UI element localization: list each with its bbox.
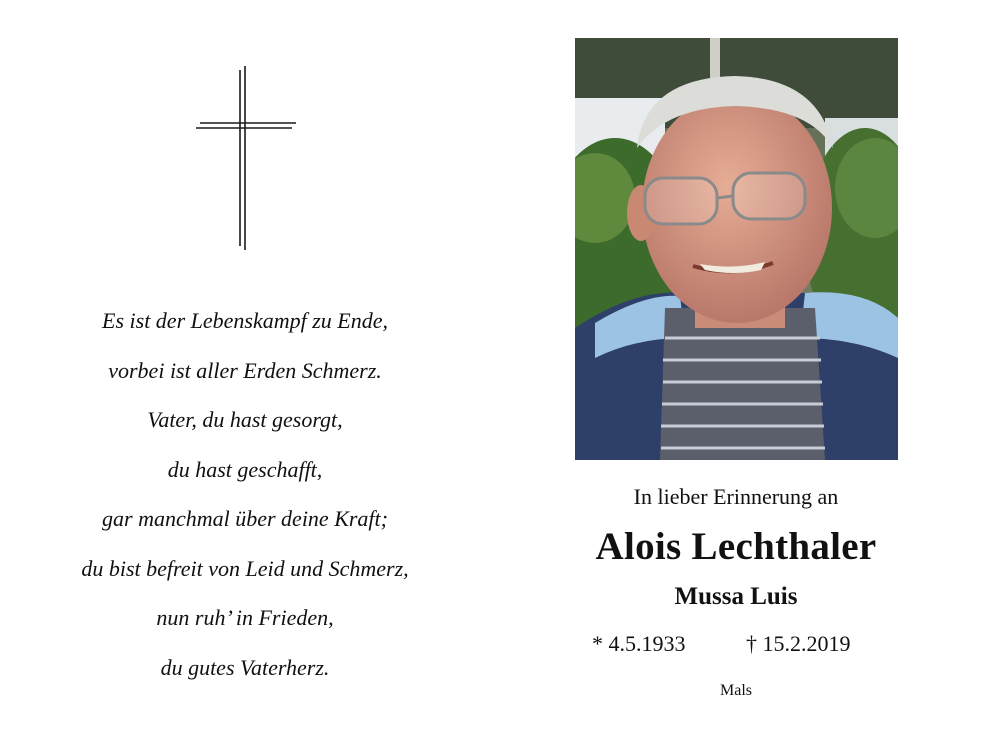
poem-line: gar manchmal über deine Kraft; [102,506,388,531]
cross-icon [194,66,298,250]
poem [20,296,470,692]
deceased-name: Alois Lechthaler [595,525,877,568]
poem-line: nun ruh’ in Frieden, [156,605,334,630]
poem-line: Vater, du hast gesorgt, [147,407,343,432]
place-name: Mals [720,682,752,699]
poem-line: vorbei ist aller Erden Schmerz. [108,357,382,383]
poem-line: du hast geschafft, [167,456,323,482]
poem-line: du gutes Vaterherz. [160,654,330,680]
poem-line: Es ist der Lebenskampf zu Ende, [102,308,388,333]
memory-intro: In lieber Erinnerung an [633,484,839,509]
portrait-photo [575,38,898,460]
birth-date: * 4.5.1933 [592,631,686,656]
death-date: † 15.2.2019 [746,631,851,656]
deceased-nickname: Mussa Luis [674,583,798,610]
poem-line: du bist befreit von Leid und Schmerz, [81,555,409,581]
